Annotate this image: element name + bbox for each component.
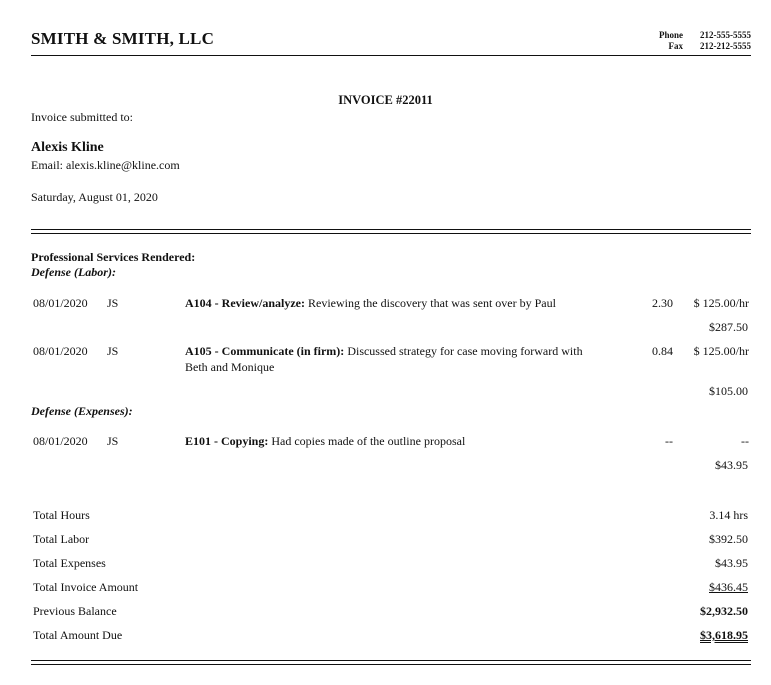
entry-rate: -- xyxy=(741,434,749,448)
entry-initials: JS xyxy=(107,434,119,448)
submitted-to-label: Invoice submitted to: xyxy=(31,110,133,124)
activity-code: A104 - Review/analyze: xyxy=(185,296,305,310)
entry-initials: JS xyxy=(107,344,119,358)
section-divider xyxy=(31,229,751,234)
entry-date: 08/01/2020 xyxy=(33,344,88,358)
total-invoice-value xyxy=(600,580,748,595)
phone-number: 212-555-5555 xyxy=(700,30,751,40)
total-invoice-label: Total Invoice Amount xyxy=(33,580,139,594)
entry-amount: $43.95 xyxy=(715,458,748,472)
entry-description xyxy=(185,295,605,311)
activity-text: Had copies made of the outline proposal xyxy=(271,434,466,448)
entry-description xyxy=(185,343,605,375)
client-name: Alexis Kline xyxy=(31,140,104,155)
expenses-heading: Defense (Expenses): xyxy=(31,404,133,418)
client-email: Email: alexis.kline@kline.com xyxy=(31,158,180,172)
total-hours-label: Total Hours xyxy=(33,508,90,522)
services-heading: Professional Services Rendered: xyxy=(31,250,196,264)
footer-divider xyxy=(31,660,751,665)
amount-due-amount: $3,618.95 xyxy=(700,628,748,642)
total-expenses-value: $43.95 xyxy=(715,556,748,570)
total-invoice-amount: $436.45 xyxy=(709,580,748,594)
entry-hours: -- xyxy=(665,434,673,448)
activity-text: Reviewing the discovery that was sent over by Paul xyxy=(307,296,556,310)
previous-balance-value: $2,932.50 xyxy=(700,604,748,618)
activity-text: Discussed strategy for case moving forward with Beth and Monique xyxy=(185,344,583,374)
total-hours-value: 3.14 hrs xyxy=(709,508,748,522)
firm-name: SMITH & SMITH, LLC xyxy=(31,29,215,48)
entry-rate: $ 125.00/hr xyxy=(693,344,749,358)
total-labor-value: $392.50 xyxy=(709,532,748,546)
labor-heading: Defense (Labor): xyxy=(31,265,116,279)
invoice-title: INVOICE #22011 xyxy=(338,93,433,107)
previous-balance-label: Previous Balance xyxy=(33,604,117,618)
fax-number: 212-212-5555 xyxy=(700,41,751,51)
amount-due-value xyxy=(600,628,748,643)
entry-hours: 2.30 xyxy=(652,296,673,310)
total-labor-label: Total Labor xyxy=(33,532,90,546)
entry-amount: $287.50 xyxy=(709,320,748,334)
total-expenses-label: Total Expenses xyxy=(33,556,106,570)
entry-amount: $105.00 xyxy=(709,384,748,398)
phone-label: Phone xyxy=(658,30,683,40)
entry-description xyxy=(185,433,605,449)
amount-due-label: Total Amount Due xyxy=(33,628,123,642)
activity-code: E101 - Copying: xyxy=(185,434,269,448)
entry-initials: JS xyxy=(107,296,119,310)
entry-rate: $ 125.00/hr xyxy=(693,296,749,310)
invoice-date: Saturday, August 01, 2020 xyxy=(31,190,158,204)
firm-contact xyxy=(649,30,751,52)
entry-hours: 0.84 xyxy=(652,344,673,358)
activity-code: A105 - Communicate (in firm): xyxy=(185,344,345,358)
header-rule xyxy=(31,55,751,56)
fax-label: Fax xyxy=(668,41,683,51)
entry-date: 08/01/2020 xyxy=(33,296,88,310)
entry-date: 08/01/2020 xyxy=(33,434,88,448)
